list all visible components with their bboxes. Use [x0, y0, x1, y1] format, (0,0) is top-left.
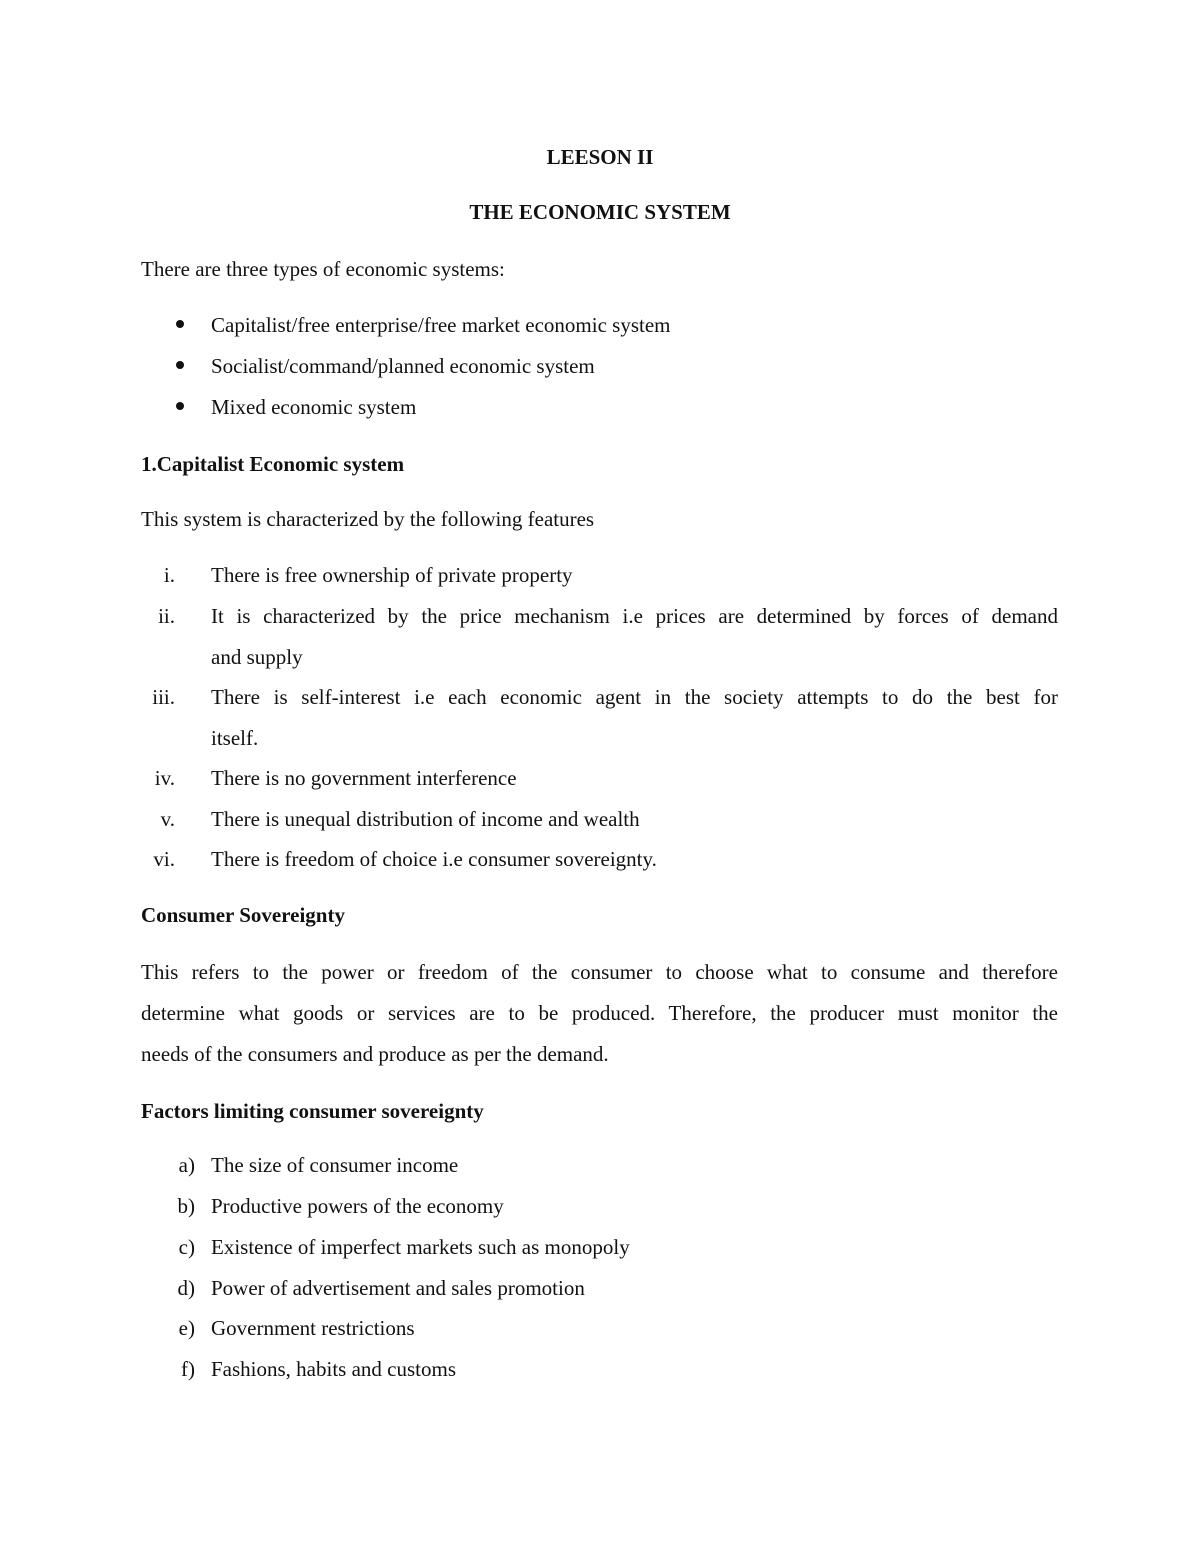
lesson-heading: LEESON II: [546, 145, 654, 169]
list-item: Capitalist/free enterprise/free market economic system: [211, 313, 671, 337]
list-item: There is freedom of choice i.e consumer sovereignty.: [211, 847, 657, 871]
list-item: The size of consumer income: [211, 1153, 459, 1177]
page-title: THE ECONOMIC SYSTEM: [469, 200, 731, 224]
list-marker: iv.: [154, 766, 175, 790]
list-item: There is self-interest i.e each economic agent in the society attempts to do the best for: [211, 685, 1058, 709]
paragraph-line: needs of the consumers and produce as per the demand.: [141, 1042, 609, 1066]
intro-text: There are three types of economic systems:: [141, 257, 505, 281]
section-heading-factors: Factors limiting consumer sovereignty: [141, 1099, 484, 1123]
list-item: There is free ownership of private property: [211, 563, 573, 587]
bullet-icon: [176, 402, 184, 410]
list-item: Mixed economic system: [211, 395, 417, 419]
bullet-icon: [176, 320, 184, 328]
list-item-continuation: itself.: [211, 726, 259, 750]
list-marker: v.: [160, 807, 175, 831]
section-heading-consumer-sovereignty: Consumer Sovereignty: [141, 903, 345, 927]
list-item: Socialist/command/planned economic system: [211, 354, 595, 378]
list-marker: i.: [163, 563, 175, 587]
list-item: Productive powers of the economy: [211, 1194, 504, 1218]
list-marker: a): [178, 1153, 195, 1177]
list-item: There is no government interference: [211, 766, 517, 790]
section-heading-capitalist: 1.Capitalist Economic system: [141, 452, 405, 476]
list-marker: iii.: [152, 685, 175, 709]
list-item: Existence of imperfect markets such as monopoly: [211, 1235, 630, 1259]
list-marker: f): [181, 1357, 195, 1381]
paragraph-line: This refers to the power or freedom of the consumer to choose what to consume and therefore: [141, 960, 1058, 984]
list-marker: b): [177, 1194, 195, 1218]
list-item: Government restrictions: [211, 1316, 415, 1340]
list-marker: e): [178, 1316, 195, 1340]
list-marker: vi.: [153, 847, 175, 871]
list-marker: c): [178, 1235, 195, 1259]
list-item: Power of advertisement and sales promotion: [211, 1276, 585, 1300]
list-item: Fashions, habits and customs: [211, 1357, 456, 1381]
list-item: There is unequal distribution of income and wealth: [211, 807, 640, 831]
list-marker: d): [177, 1276, 195, 1300]
section-intro: This system is characterized by the following features: [141, 507, 595, 531]
paragraph-line: determine what goods or services are to be produced. Therefore, the producer must monitor the: [141, 1001, 1058, 1025]
bullet-icon: [176, 361, 184, 369]
list-marker: ii.: [158, 604, 175, 628]
list-item-continuation: and supply: [211, 645, 303, 669]
list-item: It is characterized by the price mechanism i.e prices are determined by forces of demand: [211, 604, 1058, 628]
